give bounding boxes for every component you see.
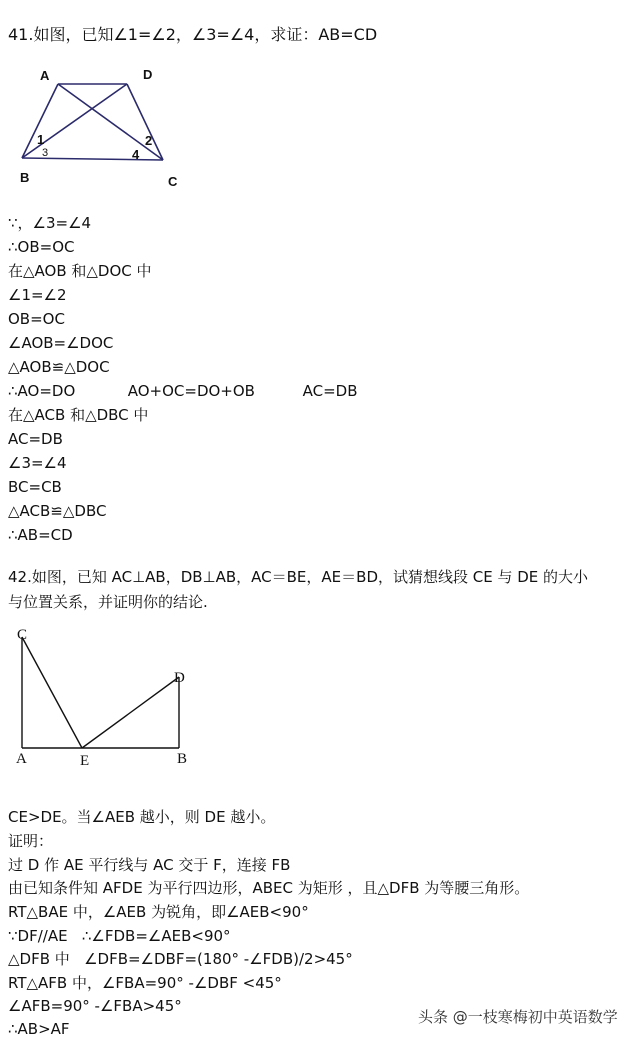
- vertex-label-c: C: [168, 174, 178, 189]
- proof-line: ∠1=∠2: [8, 286, 67, 304]
- answer-line: 过 D 作 AE 平行线与 AC 交于 F，连接 FB: [8, 856, 291, 874]
- answer-line: RT△AFB 中，∠FBA=90° -∠DBF <45°: [8, 974, 282, 992]
- point-label-a: A: [16, 751, 27, 767]
- answer-line: △DFB 中 ∠DFB=∠DBF=(180° -∠FDB)/2>45°: [8, 950, 353, 968]
- proof-line: 在△ACB 和△DBC 中: [8, 406, 149, 424]
- answer-line: 证明：: [8, 832, 54, 850]
- answer-line: ∵DF//AE ∴∠FDB=∠AEB<90°: [8, 927, 231, 945]
- proof-line: ∴AO=DO AO+OC=DO+OB AC=DB: [8, 382, 358, 400]
- vertex-label-d: D: [143, 67, 153, 82]
- proof-line: AC=DB: [8, 430, 63, 448]
- point-label-c: C: [17, 627, 28, 643]
- answer-line: ∴AB>AF: [8, 1020, 70, 1038]
- right-angle-diagram: [0, 620, 210, 775]
- proof-line: ∴OB=OC: [8, 238, 75, 256]
- proof-line: ∠AOB=∠DOC: [8, 334, 114, 352]
- problem-42-statement-line2: 与位置关系，并证明你的结论.: [8, 593, 208, 611]
- proof-line: ∵，∠3=∠4: [8, 214, 92, 232]
- answer-line: 由已知条件知 AFDE 为平行四边形，ABEC 为矩形 ，且△DFB 为等腰三角形。: [8, 879, 530, 897]
- proof-line: ∴AB=CD: [8, 526, 73, 544]
- trapezoid-diagram: [0, 0, 200, 200]
- proof-line: ∠3=∠4: [8, 454, 67, 472]
- point-label-b: B: [177, 751, 188, 767]
- angle-label-3: 3: [42, 147, 49, 159]
- proof-line: BC=CB: [8, 478, 62, 496]
- proof-line: 在△AOB 和△DOC 中: [8, 262, 152, 280]
- vertex-label-b: B: [20, 170, 30, 185]
- proof-line: OB=OC: [8, 310, 65, 328]
- answer-line: CE>DE。当∠AEB 越小，则 DE 越小。: [8, 808, 276, 826]
- point-label-e: E: [80, 753, 90, 769]
- angle-label-1: 1: [37, 132, 45, 147]
- answer-line: ∠AFB=90° -∠FBA>45°: [8, 997, 182, 1015]
- angle-label-2: 2: [145, 133, 153, 148]
- point-label-d: D: [174, 670, 185, 686]
- problem-41-statement: 41.如图，已知∠1=∠2，∠3=∠4，求证：AB=CD: [8, 25, 378, 44]
- watermark: 头条 @一枝寒梅初中英语数学: [418, 1008, 618, 1026]
- angle-label-4: 4: [132, 147, 140, 162]
- problem-42-statement-line1: 42.如图，已知 AC⊥AB，DB⊥AB，AC＝BE，AE＝BD，试猜想线段 CE 与 DE 的大小: [8, 568, 589, 586]
- vertex-label-a: A: [40, 68, 50, 83]
- proof-line: △AOB≌△DOC: [8, 358, 110, 376]
- answer-line: RT△BAE 中，∠AEB 为锐角，即∠AEB<90°: [8, 903, 309, 921]
- proof-line: △ACB≌△DBC: [8, 502, 107, 520]
